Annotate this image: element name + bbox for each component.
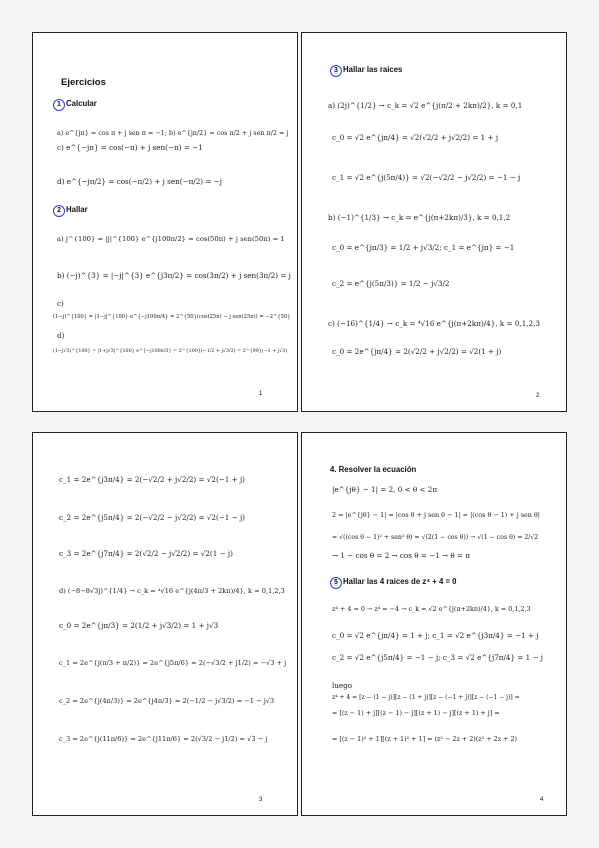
exercise-line: |e^{jθ} − 1| = 2, 0 < θ < 2π <box>332 485 438 494</box>
section-5-heading: 5 Hallar las 4 raices de z⁴ + 4 = 0 <box>330 577 457 589</box>
exercise-line: 2 = |e^{jθ} − 1| = |cos θ + j sen θ − 1| = |(cos θ − 1) + j sen θ| <box>332 511 540 519</box>
section-1-heading: 1 Calcular <box>53 99 97 111</box>
exercise-line: c_2 = 2e^{j(4π/3)} = 2e^{j4π/3} = 2(−1/2 − j√3/2) = −1 − j√3 <box>59 697 275 705</box>
exercise-line: → 1 − cos θ = 2 → cos θ = −1 → θ = π <box>332 551 470 560</box>
exercise-line: c_1 = 2e^{j3π/4} = 2(−√2/2 + j√2/2) = √2(−1 + j) <box>59 475 245 484</box>
exercise-line: c_1 = 2e^{j(π/3 + π/2)} = 2e^{j5π/6} = 2(−√3/2 + j1/2) = −√3 + j <box>59 659 287 667</box>
page-title: Ejercicios <box>61 77 106 88</box>
page-1 <box>32 32 298 412</box>
exercise-line: d) e^{−jπ/2} = cos(−π/2) + j sen(−π/2) = −j <box>57 177 222 186</box>
page-number: 1 <box>259 391 263 397</box>
exercise-line: d) <box>57 331 65 340</box>
exercise-line: c_2 = e^{j(5π/3)} = 1/2 − j√3/2 <box>332 279 450 288</box>
page-4 <box>301 432 567 816</box>
exercise-line: c_0 = √2 e^{jπ/4} = 1 + j; c_1 = √2 e^{j3π/4} = −1 + j <box>332 631 539 640</box>
page-number: 3 <box>259 797 263 803</box>
section-number-circle: 5 <box>330 577 342 589</box>
page-number: 4 <box>540 797 544 803</box>
exercise-line: b) (−j)^{3} = |−j|^{3} e^{j3π/2} = cos(3π/2) + j sen(3π/2) = j <box>57 271 291 280</box>
section-2-heading: 2 Hallar <box>53 205 88 217</box>
exercise-line: c_0 = e^{jπ/3} = 1/2 + j√3/2; c_1 = e^{jπ} = −1 <box>332 243 515 252</box>
exercise-line: c) <box>57 299 64 308</box>
exercise-line: = [(z − 1) + j][(z − 1) − j][(z + 1) − j][(z + 1) + j] = <box>332 709 500 717</box>
exercise-line: c) e^{−jπ} = cos(−π) + j sen(−π) = −1 <box>57 143 203 152</box>
exercise-line: d) (−8−8√3j)^{1/4} → c_k = ⁴√16 e^{j(4π/3 + 2kπ)/4}, k = 0,1,2,3 <box>59 587 285 595</box>
page-2 <box>301 32 567 412</box>
section-number-circle: 2 <box>53 205 65 217</box>
exercise-line: c) (−16)^{1/4} → c_k = ⁴√16 e^{j(π+2kπ)/4}, k = 0,1,2,3 <box>328 319 540 328</box>
exercise-line: c_3 = 2e^{j7π/4} = 2(√2/2 − j√2/2) = √2(1 − j) <box>59 549 233 558</box>
section-number-circle: 3 <box>330 65 342 77</box>
exercise-line: = √((cos θ − 1)² + sen² θ) = √(2(1 − cos θ)) → √(1 − cos θ) = 2/√2 <box>332 534 539 541</box>
exercise-line: b) (−1)^{1/3} → c_k = e^{j(π+2kπ)/3}, k = 0,1,2 <box>328 213 511 222</box>
exercise-line: c_2 = 2e^{j5π/4} = 2(−√2/2 − j√2/2) = √2(−1 − j) <box>59 513 245 522</box>
exercise-line: c_1 = √2 e^{j(5π/4)} = √2(−√2/2 − j√2/2) = −1 − j <box>332 173 521 182</box>
exercise-line: c_0 = √2 e^{jπ/4} = √2(√2/2 + j√2/2) = 1 + j <box>332 133 499 142</box>
exercise-line: c_0 = 2e^{jπ/3} = 2(1/2 + j√3/2) = 1 + j√3 <box>59 621 219 630</box>
section-4-heading: 4. Resolver la ecuación <box>330 465 417 474</box>
exercise-line: a) j^{100} = |j|^{100} e^{j100π/2} = cos(50π) + j sen(50π) = 1 <box>57 235 285 243</box>
exercise-line: a) e^{jπ} = cos π + j sen π = −1; b) e^{jπ/2} = cos π/2 + j sen π/2 = j <box>57 129 289 137</box>
exercise-line: = [(z − 1)² + 1][(z + 1)² + 1] = (z² − 2z + 2)(z² + 2z + 2) <box>332 735 518 743</box>
exercise-line: c_0 = 2e^{jπ/4} = 2(√2/2 + j√2/2) = √2(1 + j) <box>332 347 502 356</box>
exercise-line: z⁴ + 4 = 0 → z⁴ = −4 → c_k = √2 e^{j(π+2kπ)/4}, k = 0,1,2,3 <box>332 605 531 613</box>
exercise-line: a) (2j)^{1/2} → c_k = √2 e^{j(π/2 + 2kπ)/2}, k = 0,1 <box>328 101 523 110</box>
exercise-line: (1−j)^{100} = |1−j|^{100} e^{−j100π/4} = 2^{50}(cos(25π) − j sen(25π)) = −2^{50} <box>53 314 291 320</box>
section-number-circle: 1 <box>53 99 65 111</box>
exercise-line: (1−j√3)^{100} = |1+j√3|^{100} e^{−j100π/3} = 2^{100}(−1/2 + j√3/2) = 2^{99}(−1 + j√3) <box>53 349 288 354</box>
section-3-heading: 3 Hallar las raices <box>330 65 402 77</box>
page-3 <box>32 432 298 816</box>
exercise-line: c_3 = 2e^{j(11π/6)} = 2e^{j11π/6} = 2(√3/2 − j1/2) = √3 − j <box>59 735 268 743</box>
page-number: 2 <box>536 393 540 399</box>
exercise-line: z⁴ + 4 = [z − (1 − j)][z − (1 + j)][z − (−1 + j)][z − (−1 − j)] = <box>332 694 520 701</box>
exercise-line: c_2 = √2 e^{j5π/4} = −1 − j; c_3 = √2 e^{j7π/4} = 1 − j <box>332 653 544 662</box>
exercise-line: luego <box>332 681 353 690</box>
